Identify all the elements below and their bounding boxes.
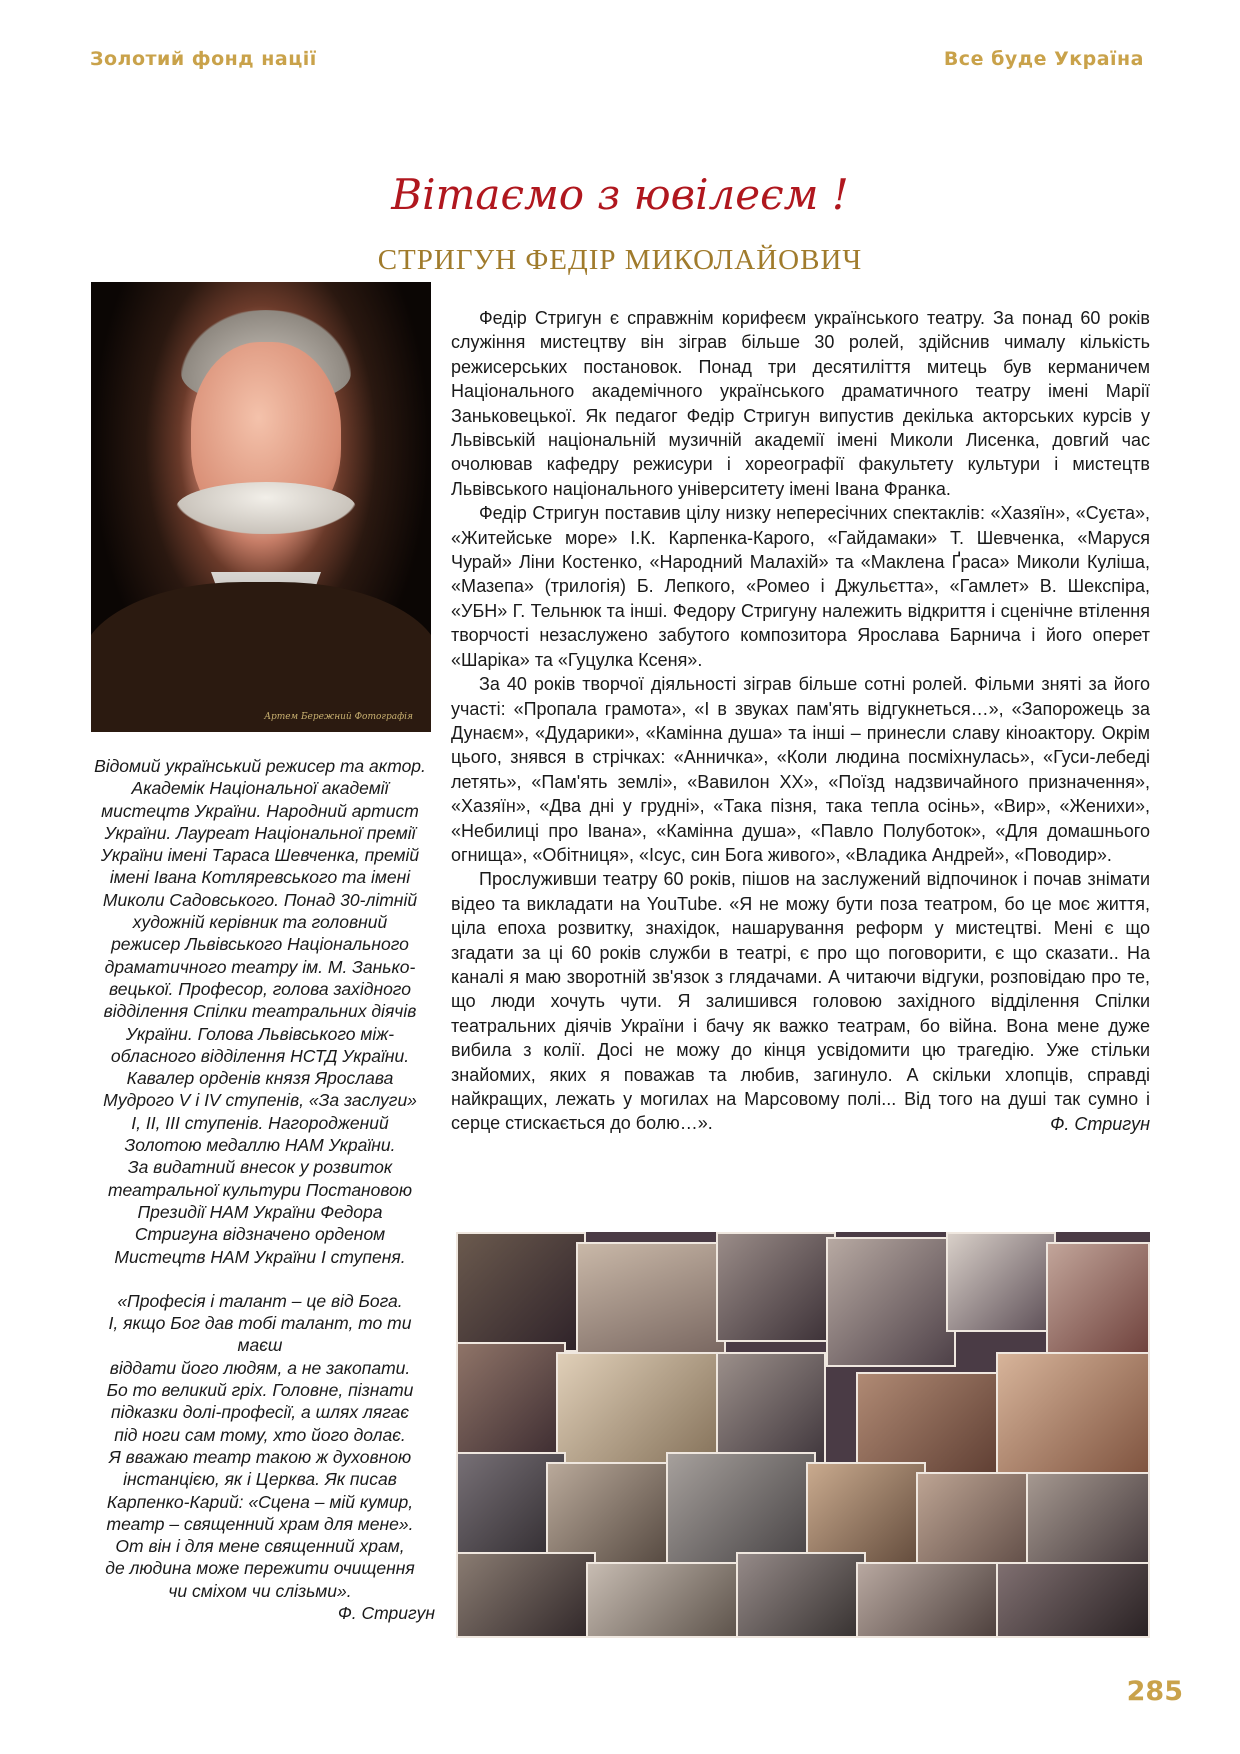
collage-photo	[456, 1232, 586, 1352]
bio-line: Стригуна відзначено орденом	[134, 1224, 386, 1245]
bio-line: Академік Національної академії	[131, 778, 389, 799]
bio-line: відділення Спілки театральних діячів	[103, 1001, 417, 1022]
collage-photo	[736, 1552, 866, 1638]
bio-line: драматичного театру ім. М. Занько-	[104, 956, 416, 977]
greeting-heading: Вітаємо з ювілеєм !	[391, 170, 849, 219]
person-name: СТРИГУН ФЕДІР МИКОЛАЙОВИЧ	[377, 244, 863, 276]
bio-line: художній керівник та головний	[132, 912, 388, 933]
article-paragraph: Федір Стригун є справжнім корифеєм українського театру. За понад 60 років служіння мистецтву він зіграв більше 30 ролей, здійснив чималу кількість режисерських постановок. Понад три десятиліття митець був керманичем Національного академічного українського драматичного театру імені Марії Заньковецької. Як педагог Федір Стригун випустив декілька акторських курсів у Львівській національній музичній академії імені Миколи Лисенка, довгий час очолював кафедру режисури і хореографії факультету культури і мистецтв Львівського національного університету імені Івана Франка.	[451, 308, 1150, 499]
quote-line: Карпенко-Карий: «Сцена – мій кумир,	[106, 1491, 414, 1512]
collage-photo	[1046, 1242, 1150, 1362]
bio-line: Миколи Садовського. Понад 30-літній	[102, 889, 418, 910]
bio-line: режисер Львівського Національного	[111, 934, 409, 955]
quote-signature: Ф. Стригун	[337, 1602, 435, 1623]
section-title: Золотий фонд нації	[90, 48, 317, 70]
bio-line: Відомий український режисер та актор.	[94, 756, 426, 776]
article-body	[451, 306, 1150, 1136]
photographer-signature: Артем Бережний Фотографія	[264, 712, 413, 722]
collage-photo	[716, 1232, 836, 1342]
bio-line: імені Івана Котляревського та імені	[109, 867, 411, 888]
article-paragraph: Прослуживши театру 60 років, пішов на заслужений відпочинок і почав знімати відео та викладати на YouTube. «Я не можу бути поза театром, бо це моє життя, ціла епоха розвитку, знахідок, нашарування реформ у мистецтві. Мені є що згадати за ці 60 років служби в театрі, є про що поговорити, є що сказати.. На каналі я маю зворотній зв'язок з глядачами. А читаючи відгуки, розповідаю про те, що люди хочуть чути. Я залишився головою західного відділення Спілки театральних діячів України і бачу як важко театрам, бо війна. Вона мене дуже вибила з колії. Досі не можу до кінця усвідомити цю трагедію. Уже стільки знайомих, яких я поважав та любив, загинуло. А скільки хлопців, справді найкращих, лежать у могилах на Марсовому полі... Від того на душі так сумно і серце стискається до болю…».	[451, 869, 1150, 1134]
portrait-caption	[85, 755, 435, 1624]
collage-photo	[456, 1342, 566, 1462]
quote-line: віддати його людям, а не закопати.	[109, 1357, 411, 1378]
bio-line: України. Лауреат Національної премії	[104, 822, 416, 843]
collage-photo	[996, 1352, 1150, 1492]
article-signature: Ф. Стригун	[1050, 1113, 1150, 1134]
quote-line: От він і для мене священний храм,	[115, 1536, 405, 1557]
bio-line: мистецтв України. Народний артист	[101, 800, 419, 821]
bio-line: Кавалер орденів князя Ярослава	[126, 1068, 394, 1089]
collage-photo	[826, 1237, 956, 1367]
bio-line: За видатний внесок у розвиток	[127, 1157, 393, 1178]
article-paragraph: Федір Стригун поставив цілу низку непересічних спектаклів: «Хазяїн», «Суєта», «Житейське море» І.К. Карпенка-Карого, «Гайдамаки» Т. Шевченка, «Маруся Чурай» Ліни Костенко, «Народний Малахій» та «Маклена Ґраса» Миколи Куліша, «Мазепа» (трилогія) Б. Лепкого, «Ромео і Джульєтта», «Гамлет» В. Шекспіра, «УБН» Г. Тельнюк та інші. Федору Стригуну належить відкриття і сценічне втілення творчості незаслужено забутого композитора Ярослава Барнича і його оперет «Шаріка» та «Гуцулка Ксеня».	[451, 503, 1150, 670]
quote-line: театр – священний храм для мене».	[106, 1513, 414, 1534]
collage-photo	[996, 1562, 1150, 1638]
collage-photo	[586, 1562, 746, 1638]
quote-line: Я вважаю театр такою ж духовною	[108, 1446, 412, 1467]
bio-line: України імені Тараса Шевченка, премій	[100, 845, 420, 866]
quote-line: «Професія і талант – це від Бога.	[117, 1290, 403, 1311]
quote-line: де людина може пережити очищення	[105, 1558, 415, 1579]
bio-line: Мудрого V і IV ступенів, «За заслуги»	[103, 1090, 417, 1111]
quote-line: підказки долі-професії, а шлях лягає	[110, 1402, 410, 1423]
article-paragraph: За 40 років творчої діяльності зіграв більше сотні ролей. Фільми зняті за його участі: «Пропала грамота», «І в звуках пам'ять відгукнеться…», «Запорожець за Дунаєм», «Дударики», «Камінна душа» та інші – принесли славу кіноактору. Окрім цього, знявся в стрічках: «Анничка», «Коли людина посміхнулась», «Гуси-лебеді летять», «Пам'ять землі», «Вавилон XX», «Поїзд надзвичайного призначення», «Хазяїн», «Два дні у грудні», «Така пізня, така тепла осінь», «Вир», «Женихи», «Небилиці про Івана», «Камінна душа», «Павло Полуботок», «Для домашнього огнища», «Обітниця», «Ісус, син Бога живого», «Владика Андрей», «Поводир».	[451, 674, 1150, 865]
quote-line: під ноги сам тому, хто його долає.	[114, 1424, 406, 1445]
quote-line: інстанцією, як і Церква. Як писав	[123, 1469, 397, 1490]
collage-photo	[856, 1562, 1006, 1638]
collage-photo	[456, 1552, 596, 1638]
bio-text	[85, 755, 435, 1268]
quote-line: чи сміхом чи слізьми».	[168, 1580, 352, 1601]
bio-line: України. Голова Львівського між-	[125, 1023, 395, 1044]
quote-text	[85, 1290, 435, 1602]
film-stills-collage	[456, 1232, 1150, 1638]
portrait-sweater	[91, 582, 431, 732]
quote-line: Бо то великий гріх. Головне, пізнати	[106, 1380, 414, 1401]
page-number: 285	[1126, 1676, 1183, 1707]
bio-line: театральної культури Постановою	[107, 1179, 413, 1200]
bio-line: Золотою медаллю НАМ України.	[124, 1135, 396, 1156]
magazine-title: Все буде Україна	[943, 48, 1144, 70]
bio-line: вецької. Професор, голова західного	[109, 978, 411, 999]
bio-line: Президії НАМ України Федора	[137, 1201, 383, 1222]
portrait-photo	[91, 282, 431, 732]
collage-photo	[946, 1232, 1056, 1332]
collage-photo	[916, 1472, 1036, 1572]
bio-line: обласного відділення НСТД України.	[110, 1045, 410, 1066]
portrait-mustache	[176, 482, 356, 534]
bio-line: Мистецтв НАМ України I ступеня.	[114, 1246, 406, 1267]
bio-line: I, II, III ступенів. Нагороджений	[131, 1112, 389, 1133]
quote-line: І, якщо Бог дав тобі талант, то ти маєш	[108, 1313, 412, 1356]
